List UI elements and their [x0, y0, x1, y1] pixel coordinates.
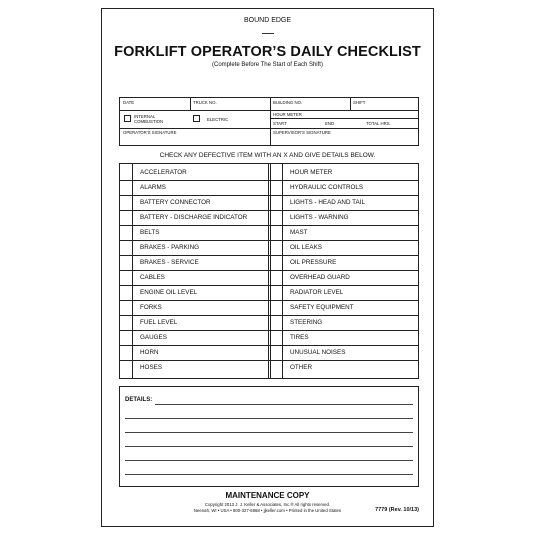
- defect-checkbox[interactable]: [120, 285, 132, 300]
- info-divider: [270, 98, 271, 128]
- defect-checkbox[interactable]: [120, 180, 132, 195]
- checklist-grid: [119, 163, 419, 379]
- defect-checkbox[interactable]: [270, 285, 282, 300]
- internal-combustion-label-2: COMBUSTION: [134, 119, 164, 124]
- electric-label: ELECTRIC: [207, 117, 229, 122]
- defect-checkbox[interactable]: [270, 225, 282, 240]
- hour-meter-start-label: START: [273, 121, 287, 126]
- form-number: 7779 (Rev. 10/13): [375, 507, 419, 513]
- details-box: [119, 386, 419, 487]
- checklist-item-label: MAST: [290, 229, 308, 236]
- checklist-item-label: ENGINE OIL LEVEL: [140, 289, 198, 296]
- row-divider: [120, 360, 418, 361]
- defect-checkbox[interactable]: [270, 210, 282, 225]
- checklist-item-label: FUEL LEVEL: [140, 319, 178, 326]
- defect-checkbox[interactable]: [120, 225, 132, 240]
- checklist-item-label: OIL PRESSURE: [290, 259, 337, 266]
- checklist-item-label: OVERHEAD GUARD: [290, 274, 350, 281]
- defect-checkbox[interactable]: [120, 195, 132, 210]
- checklist-item-label: CABLES: [140, 274, 165, 281]
- hour-meter-end-label: END: [325, 121, 335, 126]
- shift-field-label: SHIFT: [353, 100, 366, 105]
- defect-checkbox[interactable]: [270, 165, 282, 180]
- bound-edge-tick: [262, 33, 274, 34]
- checklist-item-label: OTHER: [290, 364, 313, 371]
- details-line[interactable]: [125, 474, 413, 475]
- checklist-item-label: LIGHTS - WARNING: [290, 214, 349, 221]
- checklist-item-label: HYDRAULIC CONTROLS: [290, 184, 364, 191]
- checklist-item-label: LIGHTS - HEAD AND TAIL: [290, 199, 365, 206]
- info-divider: [120, 128, 418, 129]
- form-title: FORKLIFT OPERATOR’S DAILY CHECKLIST: [114, 44, 421, 60]
- defect-checkbox[interactable]: [120, 345, 132, 360]
- details-line[interactable]: [125, 460, 413, 461]
- checklist-item-label: HOUR METER: [290, 169, 333, 176]
- info-divider: [190, 98, 191, 110]
- truck-no-field-label: TRUCK NO.: [193, 100, 217, 105]
- checklist-item-label: BELTS: [140, 229, 160, 236]
- internal-combustion-checkbox[interactable]: [124, 115, 131, 122]
- defect-checkbox[interactable]: [120, 210, 132, 225]
- defect-checkbox[interactable]: [120, 360, 132, 375]
- checklist-item-label: ALARMS: [140, 184, 166, 191]
- defect-checkbox[interactable]: [270, 270, 282, 285]
- info-divider: [270, 128, 271, 146]
- checklist-item-label: BATTERY CONNECTOR: [140, 199, 211, 206]
- details-line[interactable]: [125, 432, 413, 433]
- defect-checkbox[interactable]: [270, 300, 282, 315]
- checklist-item-label: ACCELERATOR: [140, 169, 187, 176]
- bound-edge-label: BOUND EDGE: [243, 17, 292, 24]
- defect-checkbox[interactable]: [270, 255, 282, 270]
- copy-type-label: MAINTENANCE COPY: [225, 491, 310, 500]
- info-divider: [270, 118, 418, 119]
- operator-signature-label: OPERATOR’S SIGNATURE: [123, 130, 177, 135]
- details-line[interactable]: [125, 446, 413, 447]
- defect-checkbox[interactable]: [270, 345, 282, 360]
- defect-checkbox[interactable]: [270, 360, 282, 375]
- electric-checkbox[interactable]: [193, 115, 200, 122]
- defect-checkbox[interactable]: [270, 240, 282, 255]
- internal-combustion-label-1: INTERNAL: [134, 114, 156, 119]
- supervisor-signature-label: SUPERVISOR’S SIGNATURE: [273, 130, 331, 135]
- hour-meter-label: HOUR METER: [273, 112, 302, 117]
- row-divider: [120, 345, 418, 346]
- checklist-item-label: BRAKES - PARKING: [140, 244, 200, 251]
- defect-checkbox[interactable]: [270, 330, 282, 345]
- info-divider: [350, 98, 351, 110]
- details-line[interactable]: [155, 404, 413, 405]
- checklist-item-label: OIL LEAKS: [290, 244, 322, 251]
- checklist-item-label: GAUGES: [140, 334, 167, 341]
- details-line[interactable]: [125, 418, 413, 419]
- row-divider: [120, 225, 418, 226]
- checklist-item-label: SAFETY EQUIPMENT: [290, 304, 354, 311]
- defect-checkbox[interactable]: [120, 165, 132, 180]
- checklist-item-label: UNUSUAL NOISES: [290, 349, 346, 356]
- contact-text: Neenah, WI • USA • 800-327-6868 • jjkeller.com • Printed in the United States: [193, 508, 342, 513]
- defect-checkbox[interactable]: [120, 315, 132, 330]
- checklist-item-label: HOSES: [140, 364, 163, 371]
- defect-checkbox[interactable]: [120, 255, 132, 270]
- checklist-item-label: BATTERY - DISCHARGE INDICATOR: [140, 214, 248, 221]
- building-no-field-label: BUILDING NO.: [273, 100, 303, 105]
- form-subtitle: (Complete Before The Start of Each Shift): [212, 62, 323, 68]
- checklist-item-label: TIRES: [290, 334, 309, 341]
- info-box: [119, 97, 419, 146]
- defect-checkbox[interactable]: [270, 195, 282, 210]
- defect-checkbox[interactable]: [120, 270, 132, 285]
- defect-checkbox[interactable]: [120, 330, 132, 345]
- defect-checkbox[interactable]: [270, 315, 282, 330]
- row-divider: [120, 300, 418, 301]
- total-hours-label: TOTAL HRS.: [366, 121, 391, 126]
- checklist-item-label: HORN: [140, 349, 159, 356]
- checklist-item-label: STEERING: [290, 319, 323, 326]
- copyright-text: Copyright 2013 J. J. Keller & Associates, Inc.® All rights reserved.: [204, 502, 331, 507]
- date-field-label: DATE: [123, 100, 135, 105]
- details-label: DETAILS:: [125, 397, 153, 403]
- defect-checkbox[interactable]: [120, 240, 132, 255]
- instructions-text: CHECK ANY DEFECTIVE ITEM WITH AN X AND GIVE DETAILS BELOW.: [159, 152, 376, 159]
- info-divider: [120, 110, 418, 111]
- checklist-item-label: RADIATOR LEVEL: [290, 289, 344, 296]
- checklist-form-sheet: [101, 8, 434, 527]
- defect-checkbox[interactable]: [270, 180, 282, 195]
- checklist-item-label: BRAKES - SERVICE: [140, 259, 199, 266]
- checklist-item-label: FORKS: [140, 304, 162, 311]
- defect-checkbox[interactable]: [120, 300, 132, 315]
